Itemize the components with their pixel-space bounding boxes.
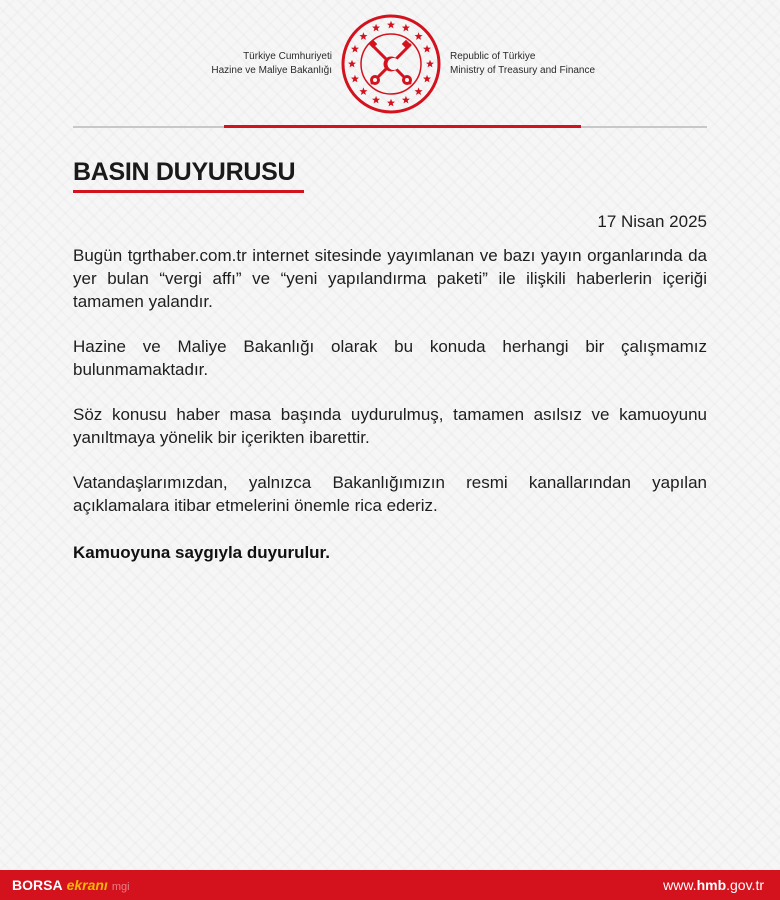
star-icon	[423, 75, 431, 83]
star-icon	[387, 99, 395, 107]
star-icon	[359, 87, 367, 95]
star-icon	[426, 60, 434, 68]
brand-overlay: mgi	[111, 881, 130, 893]
brand-part1: BORSA	[12, 877, 63, 893]
body-paragraph-2: Hazine ve Maliye Bakanlığı olarak bu konuda herhangi bir çalışmamız bulunmamaktadır.	[73, 337, 707, 379]
org-name-english	[450, 50, 595, 78]
star-icon	[402, 24, 410, 32]
document-title: BASIN DUYURUSU	[73, 158, 296, 186]
star-icon	[402, 96, 410, 104]
star-icon	[415, 32, 423, 40]
org-en-line2: Ministry of Treasury and Finance	[450, 65, 596, 76]
star-icon	[387, 21, 395, 29]
watermark-brand	[12, 876, 130, 896]
url-domain: hmb	[696, 877, 727, 893]
header-divider-accent	[224, 125, 581, 128]
closing-statement: Kamuoyuna saygıyla duyurulur.	[73, 543, 330, 562]
ministry-emblem-icon	[339, 12, 443, 116]
website-link[interactable]	[663, 877, 764, 893]
title-underline	[73, 190, 304, 193]
star-icon	[372, 24, 380, 32]
body-paragraph-3: Söz konusu haber masa başında uydurulmuş, tamamen asılsız ve kamuoyunu yanıltmaya yönelik bir içerikten ibarettir.	[73, 405, 707, 447]
star-icon	[359, 32, 367, 40]
star-icon	[351, 45, 359, 53]
org-tr-line1: Türkiye Cumhuriyeti	[243, 51, 332, 62]
document-body	[73, 244, 707, 539]
star-icon	[423, 45, 431, 53]
org-en-line1: Republic of Türkiye	[450, 51, 536, 62]
document-date: 17 Nisan 2025	[597, 212, 707, 231]
body-paragraph-4: Vatandaşlarımızdan, yalnızca Bakanlığımızın resmi kanallarından yapılan açıklamalara itibar etmelerini önemle rica ederiz.	[73, 473, 707, 515]
org-tr-line2: Hazine ve Maliye Bakanlığı	[211, 65, 332, 76]
brand-part2: ekranı	[66, 877, 108, 893]
footer-bar	[0, 870, 780, 900]
url-suffix: .gov.tr	[726, 877, 764, 893]
star-icon	[348, 60, 356, 68]
star-icon	[351, 75, 359, 83]
star-icon	[372, 96, 380, 104]
star-icon	[415, 87, 423, 95]
url-prefix: www.	[663, 877, 697, 893]
org-name-turkish	[211, 50, 332, 78]
letterhead	[0, 0, 780, 130]
body-paragraph-1: Bugün tgrthaber.com.tr internet sitesinde yayımlanan ve bazı yayın organlarında da yer bulan “vergi affı” ve “yeni yapılandırma paketi” ile ilişkili haberlerin içeriği tamamen yalandır.	[73, 246, 707, 311]
